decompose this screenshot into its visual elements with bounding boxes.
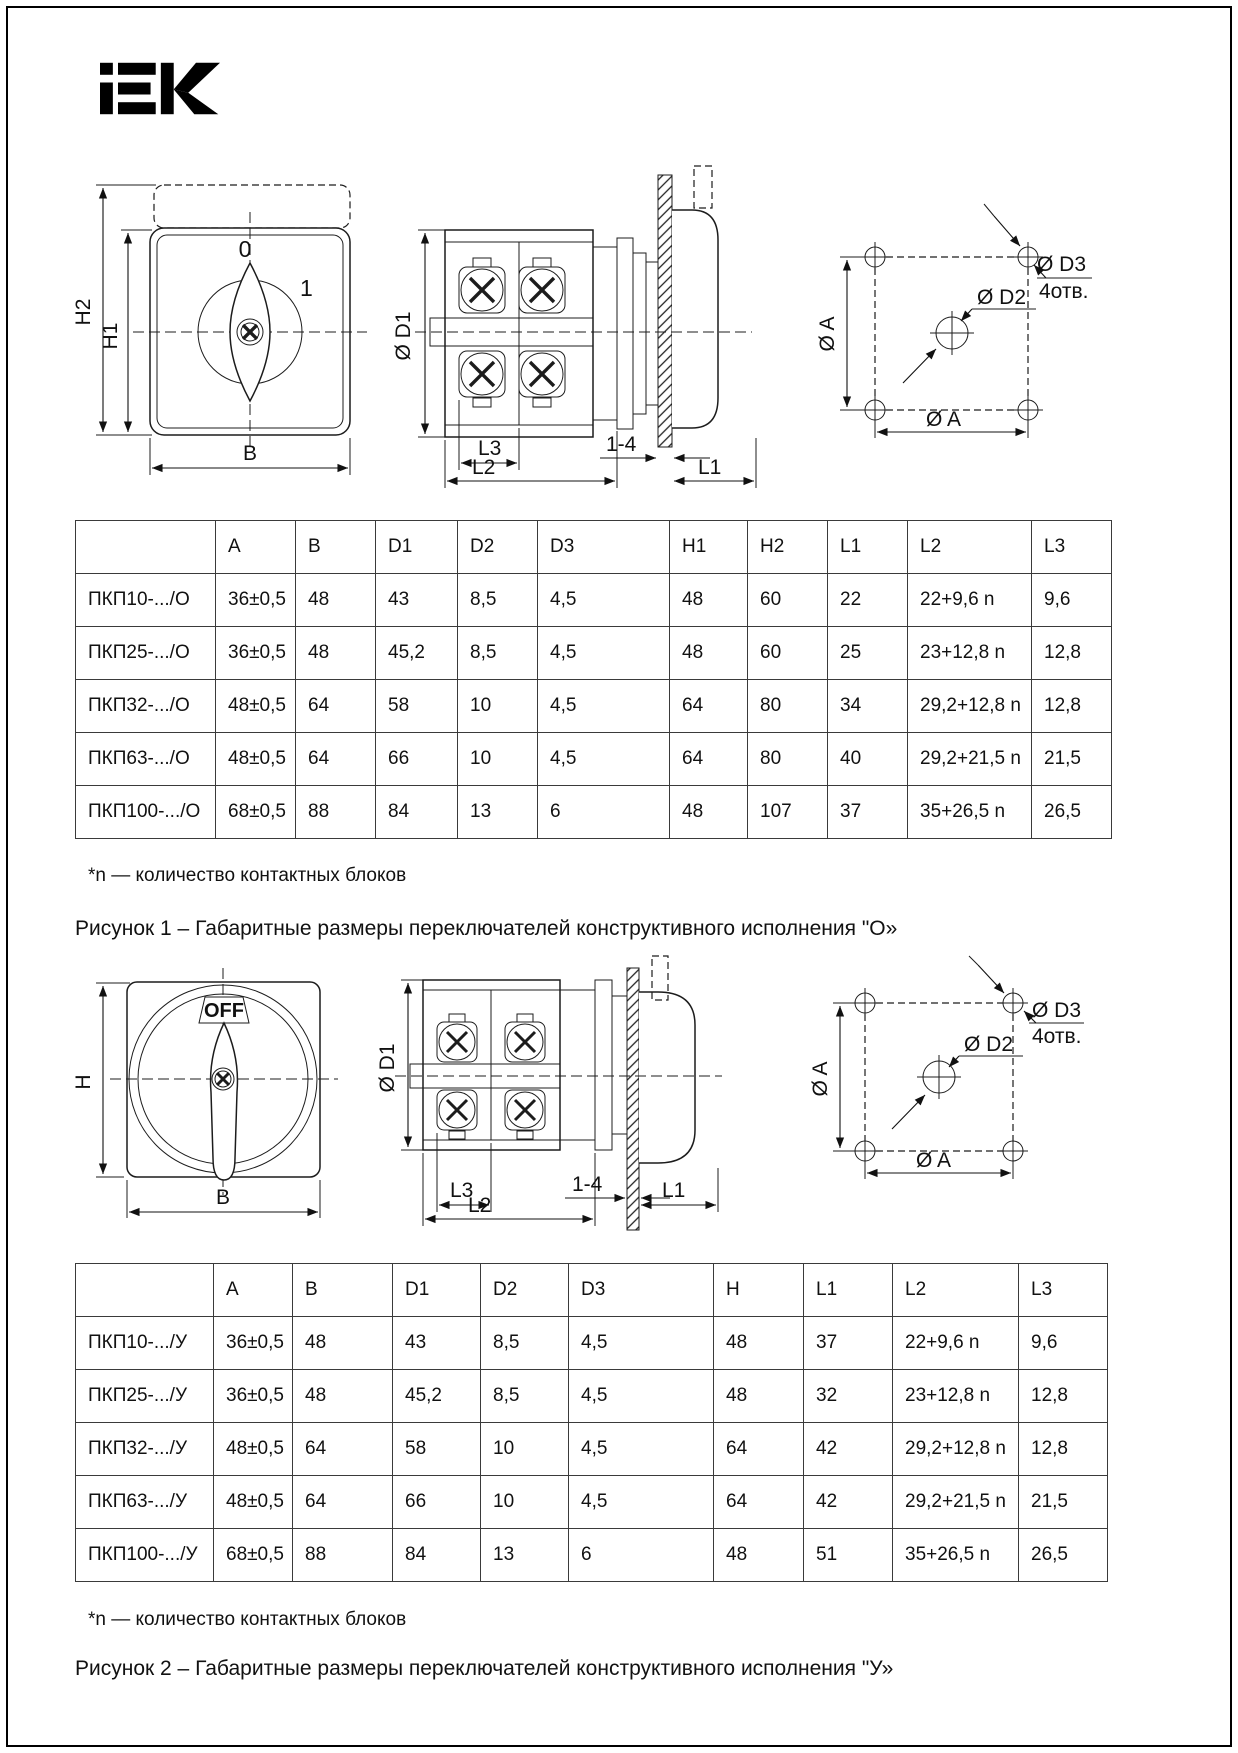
dim-label-panel-thickness: 1-4: [572, 1173, 603, 1196]
dimension-cell: 35+26,5 n: [908, 786, 1032, 839]
dim-label-h: H: [72, 1074, 95, 1090]
dimension-cell: 64: [296, 733, 376, 786]
dimension-cell: 8,5: [481, 1370, 569, 1423]
dimension-cell: 66: [376, 733, 458, 786]
column-header: D3: [569, 1264, 714, 1317]
dimension-cell: 48: [296, 574, 376, 627]
handle-extension-dashed: [154, 185, 350, 228]
column-header: B: [296, 521, 376, 574]
dimension-cell: 37: [804, 1317, 893, 1370]
dimension-cell: 80: [748, 733, 828, 786]
dimension-cell: 22+9,6 n: [893, 1317, 1019, 1370]
dim-label-d2: Ø D2: [977, 286, 1027, 309]
figure1-front-view-drawing: [60, 150, 370, 480]
dimension-cell: 8,5: [458, 627, 538, 680]
column-header: D3: [538, 521, 670, 574]
dimension-cell: 12,8: [1019, 1370, 1108, 1423]
column-header: L1: [828, 521, 908, 574]
table-row: [76, 1370, 1108, 1423]
dimension-cell: 36±0,5: [214, 1370, 293, 1423]
dimension-cell: 10: [458, 733, 538, 786]
dimension-cell: 4,5: [569, 1370, 714, 1423]
dim-label-d1: Ø D1: [392, 311, 415, 361]
dimension-cell: 48: [670, 574, 748, 627]
dimension-cell: 48: [293, 1317, 393, 1370]
dimension-cell: 45,2: [376, 627, 458, 680]
dimension-cell: 51: [804, 1529, 893, 1582]
row-label: ПКП100-.../У: [76, 1529, 214, 1582]
column-header: L2: [893, 1264, 1019, 1317]
dimension-cell: 29,2+12,8 n: [908, 680, 1032, 733]
mounting-panel-hatched: [658, 175, 672, 447]
column-header: L2: [908, 521, 1032, 574]
dimension-cell: 4,5: [569, 1476, 714, 1529]
dimension-cell: 21,5: [1032, 733, 1112, 786]
dimension-cell: 60: [748, 627, 828, 680]
dimension-cell: 68±0,5: [214, 1529, 293, 1582]
dimension-cell: 80: [748, 680, 828, 733]
dimension-cell: 48: [714, 1370, 804, 1423]
dim-label-l1: L1: [662, 1179, 686, 1202]
switch-handle: [211, 1023, 238, 1180]
row-label: ПКП25-.../У: [76, 1370, 214, 1423]
dim-label-holes-count: 4отв.: [1039, 280, 1089, 303]
table-row: [76, 1529, 1108, 1582]
dim-label-l3: L3: [450, 1179, 474, 1202]
position-label-off: OFF: [204, 1000, 244, 1022]
dimension-cell: 84: [376, 786, 458, 839]
figure1-caption: Рисунок 1 – Габаритные размеры переключателей конструктивного исполнения "О»: [75, 917, 898, 940]
dimension-cell: 37: [828, 786, 908, 839]
column-header: [76, 521, 216, 574]
dimension-cell: 48: [670, 786, 748, 839]
column-header: D1: [376, 521, 458, 574]
dim-label-h2: H2: [72, 298, 95, 326]
table-header-row: [76, 521, 1112, 574]
dimension-cell: 22: [828, 574, 908, 627]
dimension-cell: 32: [804, 1370, 893, 1423]
footnote: *n — количество контактных блоков: [88, 1609, 407, 1630]
dimension-cell: 8,5: [481, 1317, 569, 1370]
figure2-mounting-pattern-drawing: [740, 955, 1100, 1195]
row-label: ПКП25-.../О: [76, 627, 216, 680]
figure1-mounting-pattern-drawing: [740, 180, 1100, 450]
dim-label-d3: Ø D3: [1032, 999, 1082, 1022]
dimension-cell: 48: [293, 1370, 393, 1423]
dimension-cell: 58: [393, 1423, 481, 1476]
dimension-cell: 48±0,5: [214, 1476, 293, 1529]
dimension-cell: 45,2: [393, 1370, 481, 1423]
table-row: [76, 574, 1112, 627]
dimension-cell: 23+12,8 n: [908, 627, 1032, 680]
dimension-cell: 88: [293, 1529, 393, 1582]
figure2-side-view-drawing: [350, 950, 730, 1240]
dimension-cell: 48±0,5: [216, 733, 296, 786]
dimension-cell: 48±0,5: [216, 680, 296, 733]
dimension-cell: 36±0,5: [216, 574, 296, 627]
table-row: [76, 1476, 1108, 1529]
column-header: A: [214, 1264, 293, 1317]
row-label: ПКП63-.../О: [76, 733, 216, 786]
footnote: *n — количество контактных блоков: [88, 865, 407, 886]
dimension-cell: 12,8: [1019, 1423, 1108, 1476]
column-header: L1: [804, 1264, 893, 1317]
dim-label-holes-count: 4отв.: [1032, 1025, 1082, 1048]
dimension-cell: 48: [670, 627, 748, 680]
dimension-cell: 68±0,5: [216, 786, 296, 839]
dim-label-a-vertical: Ø A: [816, 316, 839, 352]
handle-behind-panel: [672, 210, 718, 428]
dimension-cell: 9,6: [1019, 1317, 1108, 1370]
dimension-cell: 22+9,6 n: [908, 574, 1032, 627]
dimension-cell: 13: [481, 1529, 569, 1582]
logo-i-dot: [100, 63, 113, 75]
dimension-cell: 4,5: [538, 733, 670, 786]
position-label-0: 0: [238, 236, 252, 262]
figure2-caption: Рисунок 2 – Габаритные размеры переключателей конструктивного исполнения "У»: [75, 1657, 894, 1680]
dimension-cell: 42: [804, 1476, 893, 1529]
dimension-cell: 9,6: [1032, 574, 1112, 627]
dimension-cell: 8,5: [458, 574, 538, 627]
table-row: [76, 733, 1112, 786]
logo-i-stem: [100, 83, 113, 115]
dim-label-l1: L1: [698, 456, 722, 479]
row-label: ПКП32-.../У: [76, 1423, 214, 1476]
dim-label-l3: L3: [478, 437, 502, 460]
dimension-cell: 64: [293, 1476, 393, 1529]
mounting-panel-hatched: [627, 968, 639, 1230]
dimension-cell: 10: [458, 680, 538, 733]
dimension-cell: 6: [538, 786, 670, 839]
dim-label-l2: L2: [472, 456, 496, 479]
dimension-cell: 60: [748, 574, 828, 627]
dimension-cell: 4,5: [538, 680, 670, 733]
figure1-side-view-drawing: [360, 150, 760, 495]
dimension-cell: 12,8: [1032, 627, 1112, 680]
dimension-cell: 21,5: [1019, 1476, 1108, 1529]
table-row: [76, 1317, 1108, 1370]
dim-label-a-horizontal: Ø A: [926, 408, 962, 431]
dimension-cell: 36±0,5: [214, 1317, 293, 1370]
column-header: [76, 1264, 214, 1317]
logo-e-bottom-bar: [118, 102, 156, 114]
row-label: ПКП10-.../У: [76, 1317, 214, 1370]
table-row: [76, 786, 1112, 839]
logo-k-stem: [161, 63, 174, 114]
table-header-row: [76, 1264, 1108, 1317]
dimension-cell: 29,2+21,5 n: [893, 1476, 1019, 1529]
dimension-cell: 64: [714, 1476, 804, 1529]
column-header: H2: [748, 521, 828, 574]
position-label-1: 1: [300, 275, 313, 301]
dimension-cell: 4,5: [538, 627, 670, 680]
logo-k-lower-arm: [174, 89, 219, 114]
dim-label-a-vertical: Ø A: [809, 1061, 832, 1097]
column-header: D1: [393, 1264, 481, 1317]
dim-label-h1: H1: [99, 322, 122, 350]
dim-label-panel-thickness: 1-4: [606, 433, 637, 456]
column-header: H1: [670, 521, 748, 574]
dimension-cell: 84: [393, 1529, 481, 1582]
row-label: ПКП63-.../У: [76, 1476, 214, 1529]
dim-label-d1: Ø D1: [376, 1043, 399, 1093]
dimension-cell: 6: [569, 1529, 714, 1582]
dimension-cell: 12,8: [1032, 680, 1112, 733]
dimension-cell: 26,5: [1032, 786, 1112, 839]
column-header: H: [714, 1264, 804, 1317]
logo-k-upper-arm: [174, 63, 220, 93]
iek-logo: [100, 60, 220, 117]
table-row: [76, 680, 1112, 733]
dimension-cell: 64: [670, 680, 748, 733]
dimension-cell: 25: [828, 627, 908, 680]
dimension-cell: 34: [828, 680, 908, 733]
dimension-cell: 64: [714, 1423, 804, 1476]
dimension-cell: 48: [714, 1529, 804, 1582]
column-header: D2: [458, 521, 538, 574]
column-header: L3: [1019, 1264, 1108, 1317]
row-label: ПКП100-.../О: [76, 786, 216, 839]
dim-label-d2: Ø D2: [964, 1033, 1014, 1056]
dimension-cell: 64: [670, 733, 748, 786]
table-row: [76, 627, 1112, 680]
logo-e-mid-bar: [118, 83, 151, 95]
dimension-cell: 107: [748, 786, 828, 839]
handle-alt-position-dashed: [694, 166, 712, 208]
column-header: A: [216, 521, 296, 574]
dimension-cell: 4,5: [569, 1317, 714, 1370]
dim-label-b: B: [215, 1186, 231, 1209]
dimension-cell: 29,2+12,8 n: [893, 1423, 1019, 1476]
dimension-cell: 88: [296, 786, 376, 839]
dimension-cell: 10: [481, 1476, 569, 1529]
handle-behind-panel: [639, 992, 695, 1163]
dimension-cell: 48: [296, 627, 376, 680]
dimension-cell: 64: [293, 1423, 393, 1476]
dimension-cell: 26,5: [1019, 1529, 1108, 1582]
row-label: ПКП32-.../О: [76, 680, 216, 733]
dimension-cell: 48±0,5: [214, 1423, 293, 1476]
dimension-cell: 64: [296, 680, 376, 733]
dim-label-d3: Ø D3: [1037, 253, 1087, 276]
dimension-cell: 23+12,8 n: [893, 1370, 1019, 1423]
dimension-cell: 40: [828, 733, 908, 786]
dimension-cell: 36±0,5: [216, 627, 296, 680]
dimension-cell: 58: [376, 680, 458, 733]
table-row: [76, 1423, 1108, 1476]
table-figure1-dimensions: [75, 520, 1112, 839]
dimension-cell: 4,5: [569, 1423, 714, 1476]
dimension-cell: 4,5: [538, 574, 670, 627]
dimension-cell: 10: [481, 1423, 569, 1476]
dimension-cell: 42: [804, 1423, 893, 1476]
dimension-cell: 43: [376, 574, 458, 627]
dim-label-b: B: [242, 442, 258, 465]
column-header: L3: [1032, 521, 1112, 574]
column-header: B: [293, 1264, 393, 1317]
dim-label-a-horizontal: Ø A: [916, 1149, 952, 1172]
dimension-cell: 13: [458, 786, 538, 839]
dimension-cell: 43: [393, 1317, 481, 1370]
figure2-front-view-drawing: [60, 950, 360, 1240]
dimension-cell: 48: [714, 1317, 804, 1370]
dim-label-l2: L2: [468, 1194, 492, 1217]
dimension-cell: 29,2+21,5 n: [908, 733, 1032, 786]
dimension-cell: 66: [393, 1476, 481, 1529]
dimension-cell: 35+26,5 n: [893, 1529, 1019, 1582]
column-header: D2: [481, 1264, 569, 1317]
row-label: ПКП10-.../О: [76, 574, 216, 627]
logo-e-top-bar: [118, 63, 156, 75]
table-figure2-dimensions: [75, 1263, 1108, 1582]
